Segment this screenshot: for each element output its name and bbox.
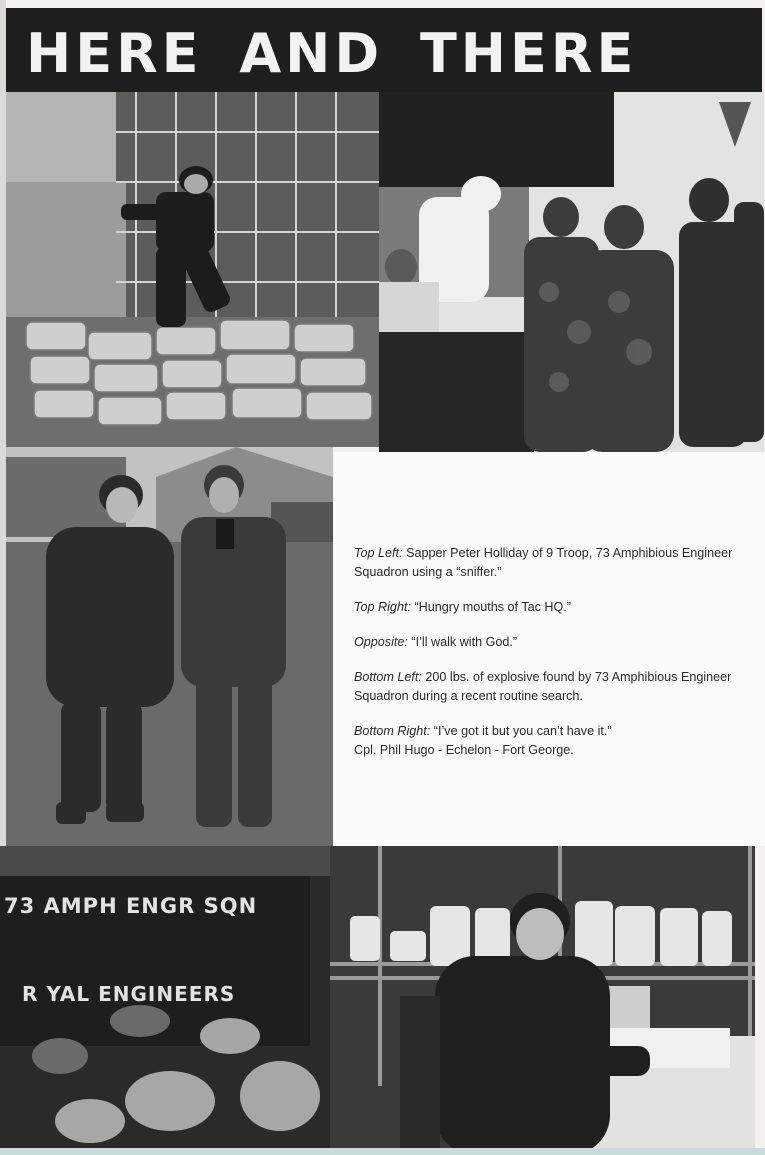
sign-royal-engineers: R YAL ENGINEERS	[22, 982, 236, 1006]
photo-top-right	[379, 92, 764, 452]
page-title: HERE AND THERE	[26, 22, 638, 85]
photo-bottom-right	[330, 846, 755, 1155]
caption-bottom-left: Bottom Left: 200 lbs. of explosive found by 73 Amphibious Engineer Squadron during a recent routine search.	[354, 670, 732, 703]
caption-opposite: Opposite: “I’ll walk with God.”	[354, 635, 518, 649]
sign-squadron: 73 AMPH ENGR SQN	[4, 894, 258, 918]
caption-panel	[334, 452, 765, 846]
caption-top-right: Top Right: “Hungry mouths of Tac HQ.”	[354, 600, 571, 614]
caption-bottom-right: Bottom Right: “I’ve got it but you can’t have it.” Cpl. Phil Hugo - Echelon - Fort George.	[354, 724, 612, 757]
caption-list	[354, 544, 759, 776]
header-banner	[6, 8, 762, 92]
page-bottom-edge	[0, 1148, 765, 1155]
photo-top-left	[6, 92, 379, 447]
photo-opposite	[6, 447, 333, 847]
caption-top-left: Top Left: Sapper Peter Holliday of 9 Troop, 73 Amphibious Engineer Squadron using a “sniffer.”	[354, 546, 733, 579]
